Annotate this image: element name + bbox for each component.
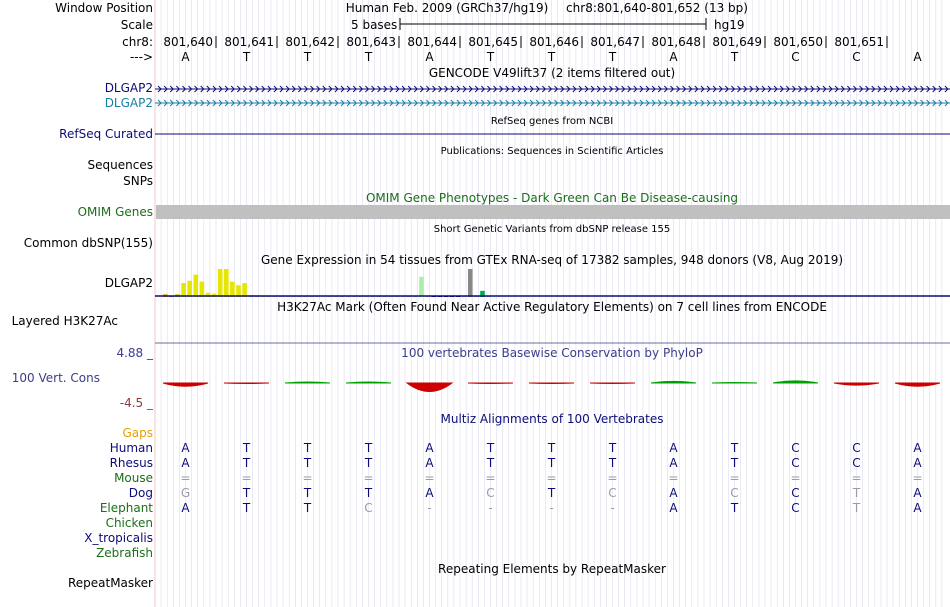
alignment-base: A bbox=[669, 441, 678, 455]
ruler-label: 801,640 bbox=[163, 35, 213, 49]
repeatmasker-track-label[interactable]: RepeatMasker bbox=[67, 576, 153, 590]
phylop-track-label[interactable]: 100 Vert. Cons bbox=[11, 371, 100, 385]
scale-label: Scale bbox=[120, 18, 153, 32]
phylop-score-mark bbox=[651, 381, 696, 383]
alignment-base: = bbox=[241, 471, 252, 485]
alignment-base: = bbox=[546, 471, 557, 485]
alignment-base: - bbox=[427, 501, 432, 515]
gtex-tissue-bar bbox=[224, 269, 229, 297]
species-label[interactable]: Dog bbox=[128, 486, 153, 500]
phylop-score-mark bbox=[346, 382, 391, 383]
snps-track-label[interactable]: SNPs bbox=[123, 174, 153, 188]
ruler-label: 801,644 bbox=[407, 35, 457, 49]
gtex-tissue-bar bbox=[468, 269, 473, 297]
alignment-base: C bbox=[791, 486, 800, 500]
reference-base: T bbox=[486, 50, 495, 64]
alignment-base: T bbox=[486, 441, 495, 455]
species-label[interactable]: Zebrafish bbox=[96, 546, 153, 560]
omim-gene-bar bbox=[156, 205, 950, 219]
alignment-base: A bbox=[669, 486, 678, 500]
species-label[interactable]: Chicken bbox=[105, 516, 153, 530]
publications-track-title: Publications: Sequences in Scientific Articles bbox=[440, 146, 664, 157]
alignment-base: T bbox=[242, 456, 251, 470]
alignment-base: - bbox=[488, 501, 493, 515]
dbsnp-track-label[interactable]: Common dbSNP(155) bbox=[23, 236, 153, 250]
alignment-base: T bbox=[364, 441, 373, 455]
alignment-base: = bbox=[790, 471, 801, 485]
gtex-tissue-bar bbox=[181, 283, 186, 297]
reference-base: A bbox=[669, 50, 678, 64]
alignment-base: A bbox=[425, 456, 434, 470]
alignment-base: C bbox=[791, 441, 800, 455]
db-text: hg19 bbox=[714, 18, 745, 32]
gaps-label: Gaps bbox=[122, 426, 153, 440]
gencode-item-label-1[interactable]: DLGAP2 bbox=[104, 81, 153, 95]
reference-base: T bbox=[547, 50, 556, 64]
alignment-base: C bbox=[852, 441, 861, 455]
gtex-tissue-bar bbox=[187, 281, 192, 297]
reference-base: T bbox=[730, 50, 739, 64]
alignment-base: A bbox=[913, 486, 922, 500]
ruler-label: 801,647 bbox=[590, 35, 640, 49]
phylop-score-mark bbox=[285, 382, 330, 383]
alignment-base: T bbox=[608, 456, 617, 470]
gtex-tissue-bar bbox=[236, 285, 241, 297]
alignment-base: A bbox=[181, 501, 190, 515]
alignment-base: = bbox=[607, 471, 618, 485]
gencode-item-label-2[interactable]: DLGAP2 bbox=[104, 96, 153, 110]
alignment-base: T bbox=[303, 501, 312, 515]
alignment-base: = bbox=[729, 471, 740, 485]
alignment-base: = bbox=[912, 471, 923, 485]
alignment-base: - bbox=[549, 501, 554, 515]
phylop-score-mark bbox=[468, 383, 513, 384]
alignment-base: C bbox=[791, 501, 800, 515]
chrom-label: chr8: bbox=[122, 35, 153, 49]
phylop-score-mark bbox=[224, 383, 269, 384]
alignment-base: = bbox=[302, 471, 313, 485]
ruler-label: 801,643 bbox=[346, 35, 396, 49]
publications-track-label[interactable]: Sequences bbox=[87, 158, 153, 172]
alignment-base: A bbox=[913, 441, 922, 455]
phylop-max-label: 4.88 _ bbox=[116, 346, 153, 360]
gtex-tissue-bar bbox=[419, 277, 424, 297]
species-label[interactable]: Human bbox=[109, 441, 153, 455]
repeatmasker-track-title: Repeating Elements by RepeatMasker bbox=[438, 562, 666, 576]
alignment-base: A bbox=[181, 441, 190, 455]
species-label[interactable]: Rhesus bbox=[109, 456, 153, 470]
phylop-score-mark bbox=[529, 383, 574, 384]
reference-base: T bbox=[303, 50, 312, 64]
alignment-base: - bbox=[610, 501, 615, 515]
alignment-base: T bbox=[852, 501, 861, 515]
gtex-tissue-bar bbox=[194, 275, 199, 297]
alignment-base: T bbox=[486, 456, 495, 470]
reference-base: C bbox=[852, 50, 861, 64]
phylop-score-mark bbox=[590, 383, 635, 384]
alignment-base: A bbox=[669, 456, 678, 470]
gtex-tissue-bar bbox=[242, 283, 247, 297]
multiz-track-title: Multiz Alignments of 100 Vertebrates bbox=[440, 412, 664, 426]
gtex-track-title: Gene Expression in 54 tissues from GTEx RNA-seq of 17382 samples, 948 donors (V8, Aug 2019) bbox=[260, 253, 844, 267]
alignment-base: = bbox=[485, 471, 496, 485]
alignment-base: = bbox=[424, 471, 435, 485]
reference-base: T bbox=[242, 50, 251, 64]
alignment-base: A bbox=[669, 501, 678, 515]
phylop-track-title: 100 vertebrates Basewise Conservation by PhyloP bbox=[401, 346, 703, 360]
alignment-base: T bbox=[242, 486, 251, 500]
refseq-track-label[interactable]: RefSeq Curated bbox=[59, 127, 153, 141]
alignment-base: A bbox=[181, 456, 190, 470]
ruler-label: 801,649 bbox=[712, 35, 762, 49]
dbsnp-track-title: Short Genetic Variants from dbSNP release 155 bbox=[433, 224, 671, 235]
gtex-tissue-bar bbox=[218, 269, 223, 297]
alignment-base: C bbox=[608, 486, 617, 500]
ruler-label: 801,641 bbox=[224, 35, 274, 49]
alignment-base: = bbox=[363, 471, 374, 485]
alignment-base: A bbox=[425, 486, 434, 500]
phylop-score-mark bbox=[407, 383, 452, 392]
position-text: chr8:801,640-801,652 (13 bp) bbox=[566, 1, 748, 15]
alignment-base: T bbox=[364, 486, 373, 500]
alignment-base: T bbox=[547, 486, 556, 500]
alignment-base: T bbox=[364, 456, 373, 470]
gencode-track-title: GENCODE V49lift37 (2 items filtered out) bbox=[428, 66, 676, 80]
ruler-label: 801,645 bbox=[468, 35, 518, 49]
ruler-label: 801,642 bbox=[285, 35, 335, 49]
phylop-score-mark bbox=[895, 383, 940, 386]
reference-base: T bbox=[364, 50, 373, 64]
alignment-base: = bbox=[851, 471, 862, 485]
alignment-base: = bbox=[668, 471, 679, 485]
alignment-base: C bbox=[730, 486, 739, 500]
omim-track-title: OMIM Gene Phenotypes - Dark Green Can Be Disease-causing bbox=[365, 191, 739, 205]
reference-base: C bbox=[791, 50, 800, 64]
alignment-base: A bbox=[913, 501, 922, 515]
alignment-base: A bbox=[913, 456, 922, 470]
phylop-score-mark bbox=[163, 383, 208, 386]
species-label[interactable]: Mouse bbox=[114, 471, 153, 485]
reference-base: A bbox=[181, 50, 190, 64]
alignment-base: T bbox=[730, 441, 739, 455]
alignment-base: C bbox=[364, 501, 373, 515]
alignment-base: C bbox=[486, 486, 495, 500]
alignment-base: T bbox=[730, 501, 739, 515]
alignment-base: T bbox=[303, 456, 312, 470]
assembly-text: Human Feb. 2009 (GRCh37/hg19) bbox=[345, 1, 549, 15]
reference-base: A bbox=[425, 50, 434, 64]
alignment-base: T bbox=[303, 486, 312, 500]
ruler-label: 801,651 bbox=[834, 35, 884, 49]
alignment-base: T bbox=[242, 441, 251, 455]
h3k27ac-track-label[interactable]: Layered H3K27Ac bbox=[11, 314, 118, 328]
alignment-base: T bbox=[730, 456, 739, 470]
alignment-base: = bbox=[180, 471, 191, 485]
phylop-score-mark bbox=[773, 381, 818, 383]
strand-label: ---> bbox=[129, 50, 153, 64]
ruler-label: 801,648 bbox=[651, 35, 701, 49]
species-label[interactable]: Elephant bbox=[99, 501, 153, 515]
alignment-base: T bbox=[303, 441, 312, 455]
alignment-base: T bbox=[608, 441, 617, 455]
gtex-tissue-bar bbox=[200, 282, 205, 297]
alignment-base: T bbox=[242, 501, 251, 515]
alignment-base: A bbox=[425, 441, 434, 455]
phylop-score-mark bbox=[834, 383, 879, 385]
alignment-base: T bbox=[852, 486, 861, 500]
scale-text: 5 bases bbox=[351, 18, 398, 32]
alignment-base: T bbox=[547, 456, 556, 470]
h3k27ac-track-title: H3K27Ac Mark (Often Found Near Active Regulatory Elements) on 7 cell lines from ENCODE bbox=[277, 300, 827, 314]
alignment-base: T bbox=[547, 441, 556, 455]
ruler-label: 801,646 bbox=[529, 35, 579, 49]
ruler-label: 801,650 bbox=[773, 35, 823, 49]
phylop-min-label: -4.5 _ bbox=[119, 396, 153, 410]
alignment-base: G bbox=[180, 486, 191, 500]
gtex-track-label[interactable]: DLGAP2 bbox=[104, 276, 153, 290]
gtex-tissue-bar bbox=[230, 282, 235, 297]
reference-base: A bbox=[913, 50, 922, 64]
alignment-base: C bbox=[852, 456, 861, 470]
species-label[interactable]: X_tropicalis bbox=[84, 531, 153, 545]
omim-track-label[interactable]: OMIM Genes bbox=[77, 205, 153, 219]
window-position-label: Window Position bbox=[55, 1, 153, 15]
alignment-base: C bbox=[791, 456, 800, 470]
refseq-track-title: RefSeq genes from NCBI bbox=[490, 116, 614, 127]
phylop-score-mark bbox=[712, 382, 757, 383]
reference-base: T bbox=[608, 50, 617, 64]
